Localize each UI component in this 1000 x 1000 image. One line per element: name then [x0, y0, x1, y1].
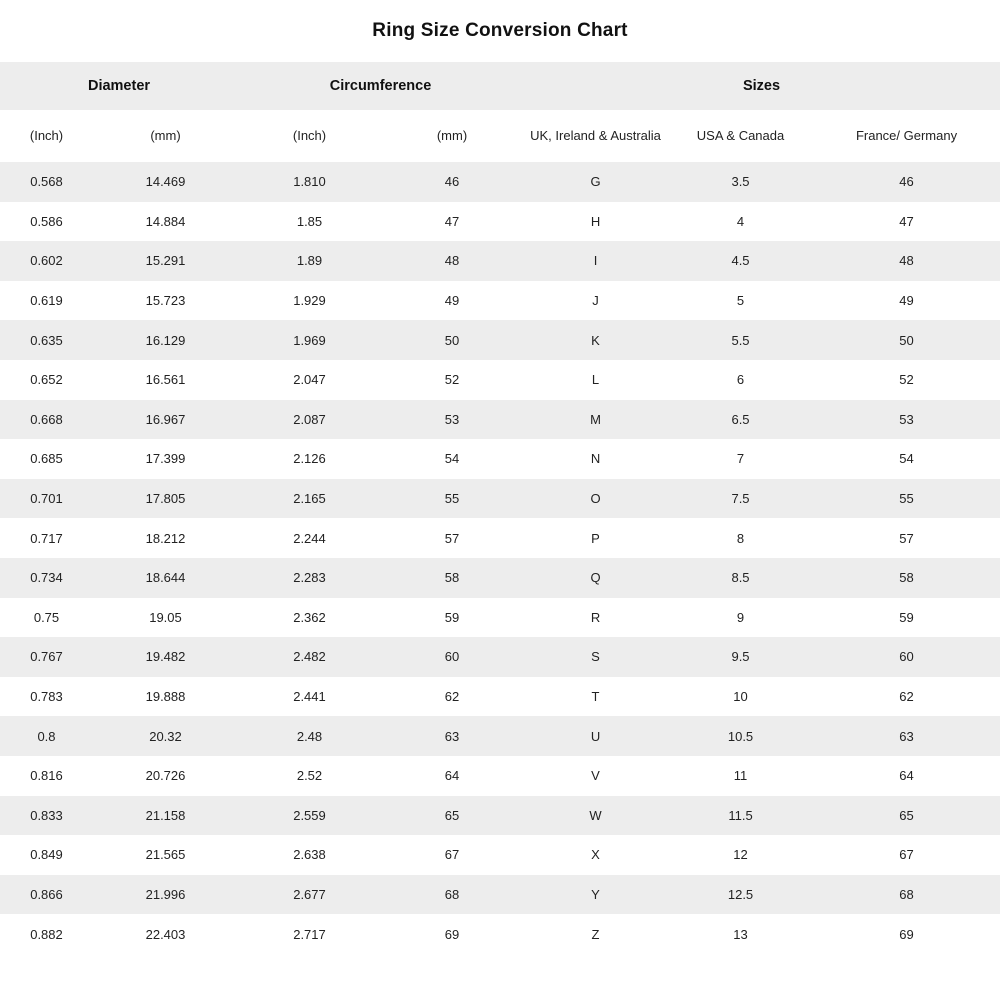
table-cell: 2.677	[238, 875, 381, 915]
table-cell: 57	[381, 518, 523, 558]
table-cell: K	[523, 320, 668, 360]
table-cell: 69	[381, 914, 523, 954]
table-cell: 18.212	[93, 518, 238, 558]
table-cell: 19.482	[93, 637, 238, 677]
table-cell: 47	[813, 202, 1000, 242]
table-cell: 2.165	[238, 479, 381, 519]
table-cell: 69	[813, 914, 1000, 954]
table-cell: 2.283	[238, 558, 381, 598]
table-cell: 65	[381, 796, 523, 836]
table-cell: V	[523, 756, 668, 796]
table-cell: 62	[813, 677, 1000, 717]
table-cell: 1.85	[238, 202, 381, 242]
table-cell: L	[523, 360, 668, 400]
table-cell: 60	[381, 637, 523, 677]
table-cell: 49	[813, 281, 1000, 321]
table-cell: 9.5	[668, 637, 813, 677]
table-cell: 0.701	[0, 479, 93, 519]
table-row	[0, 241, 1000, 281]
table-cell: 14.469	[93, 162, 238, 202]
sub-header-france-germany: France/ Germany	[813, 110, 1000, 162]
table-cell: 17.805	[93, 479, 238, 519]
group-header-circumference: Circumference	[238, 62, 523, 110]
table-cell: 8	[668, 518, 813, 558]
table-cell: 64	[381, 756, 523, 796]
table-cell: G	[523, 162, 668, 202]
table-cell: 20.32	[93, 716, 238, 756]
table-cell: W	[523, 796, 668, 836]
table-cell: 10.5	[668, 716, 813, 756]
table-row	[0, 756, 1000, 796]
table-cell: X	[523, 835, 668, 875]
table-cell: 2.717	[238, 914, 381, 954]
table-row	[0, 320, 1000, 360]
table-cell: 49	[381, 281, 523, 321]
table-row	[0, 598, 1000, 638]
table-cell: 20.726	[93, 756, 238, 796]
table-cell: 0.75	[0, 598, 93, 638]
table-cell: 2.047	[238, 360, 381, 400]
table-cell: 48	[381, 241, 523, 281]
table-cell: Q	[523, 558, 668, 598]
table-cell: 12	[668, 835, 813, 875]
table-cell: I	[523, 241, 668, 281]
sub-header-usa-canada: USA & Canada	[668, 110, 813, 162]
table-cell: 63	[813, 716, 1000, 756]
table-row	[0, 875, 1000, 915]
table-cell: 4	[668, 202, 813, 242]
table-cell: 13	[668, 914, 813, 954]
sub-header-diameter-inch: (Inch)	[0, 110, 93, 162]
table-cell: N	[523, 439, 668, 479]
table-cell: 59	[381, 598, 523, 638]
table-cell: 2.52	[238, 756, 381, 796]
table-cell: U	[523, 716, 668, 756]
table-cell: 53	[381, 400, 523, 440]
table-cell: 50	[381, 320, 523, 360]
table-cell: 2.559	[238, 796, 381, 836]
table-cell: 11.5	[668, 796, 813, 836]
table-cell: 14.884	[93, 202, 238, 242]
table-cell: 0.849	[0, 835, 93, 875]
table-cell: 11	[668, 756, 813, 796]
table-row	[0, 796, 1000, 836]
table-cell: 58	[813, 558, 1000, 598]
table-cell: 1.969	[238, 320, 381, 360]
table-cell: 21.565	[93, 835, 238, 875]
table-cell: 0.568	[0, 162, 93, 202]
table-cell: 58	[381, 558, 523, 598]
ring-size-conversion-table	[0, 62, 1000, 954]
table-cell: 3.5	[668, 162, 813, 202]
group-header-row	[0, 62, 1000, 110]
table-cell: 5.5	[668, 320, 813, 360]
table-cell: 67	[381, 835, 523, 875]
table-cell: 0.685	[0, 439, 93, 479]
table-cell: 48	[813, 241, 1000, 281]
table-cell: O	[523, 479, 668, 519]
table-cell: 19.05	[93, 598, 238, 638]
sub-header-uk-ireland-australia: UK, Ireland & Australia	[523, 110, 668, 162]
table-cell: 0.652	[0, 360, 93, 400]
table-cell: M	[523, 400, 668, 440]
table-row	[0, 518, 1000, 558]
table-cell: 0.586	[0, 202, 93, 242]
table-cell: 4.5	[668, 241, 813, 281]
table-cell: 7	[668, 439, 813, 479]
table-cell: 2.441	[238, 677, 381, 717]
table-cell: 9	[668, 598, 813, 638]
table-cell: 65	[813, 796, 1000, 836]
table-cell: 54	[813, 439, 1000, 479]
table-cell: 55	[813, 479, 1000, 519]
table-row	[0, 162, 1000, 202]
table-cell: 7.5	[668, 479, 813, 519]
table-cell: P	[523, 518, 668, 558]
table-cell: 0.816	[0, 756, 93, 796]
table-cell: 0.635	[0, 320, 93, 360]
table-cell: 16.129	[93, 320, 238, 360]
table-cell: 8.5	[668, 558, 813, 598]
table-cell: 0.833	[0, 796, 93, 836]
sub-header-row	[0, 110, 1000, 162]
table-body	[0, 162, 1000, 954]
table-cell: 47	[381, 202, 523, 242]
table-cell: 46	[813, 162, 1000, 202]
table-row	[0, 677, 1000, 717]
table-cell: 52	[381, 360, 523, 400]
table-row	[0, 558, 1000, 598]
table-cell: 63	[381, 716, 523, 756]
sub-header-circumference-mm: (mm)	[381, 110, 523, 162]
table-cell: 0.783	[0, 677, 93, 717]
table-cell: 67	[813, 835, 1000, 875]
table-row	[0, 281, 1000, 321]
table-cell: 19.888	[93, 677, 238, 717]
table-cell: 2.126	[238, 439, 381, 479]
table-cell: 64	[813, 756, 1000, 796]
table-cell: 16.561	[93, 360, 238, 400]
table-cell: 68	[381, 875, 523, 915]
table-cell: 0.866	[0, 875, 93, 915]
table-head	[0, 62, 1000, 162]
page-title: Ring Size Conversion Chart	[372, 20, 628, 41]
table-cell: 0.8	[0, 716, 93, 756]
table-cell: 5	[668, 281, 813, 321]
table-cell: 0.734	[0, 558, 93, 598]
table-cell: 22.403	[93, 914, 238, 954]
table-cell: 0.767	[0, 637, 93, 677]
table-cell: R	[523, 598, 668, 638]
table-row	[0, 202, 1000, 242]
table-cell: 52	[813, 360, 1000, 400]
table-cell: 18.644	[93, 558, 238, 598]
table-cell: 1.89	[238, 241, 381, 281]
table-cell: 2.482	[238, 637, 381, 677]
table-cell: 53	[813, 400, 1000, 440]
table-cell: 2.087	[238, 400, 381, 440]
table-cell: 12.5	[668, 875, 813, 915]
table-row	[0, 360, 1000, 400]
group-header-diameter: Diameter	[0, 62, 238, 110]
table-cell: 0.619	[0, 281, 93, 321]
table-cell: 2.362	[238, 598, 381, 638]
table-cell: 2.48	[238, 716, 381, 756]
table-cell: 57	[813, 518, 1000, 558]
table-row	[0, 637, 1000, 677]
table-cell: T	[523, 677, 668, 717]
table-cell: 10	[668, 677, 813, 717]
table-cell: 15.723	[93, 281, 238, 321]
table-cell: 1.810	[238, 162, 381, 202]
table-cell: 6	[668, 360, 813, 400]
table-cell: H	[523, 202, 668, 242]
table-cell: J	[523, 281, 668, 321]
table-cell: 17.399	[93, 439, 238, 479]
table-cell: 2.638	[238, 835, 381, 875]
table-cell: 2.244	[238, 518, 381, 558]
table-cell: 68	[813, 875, 1000, 915]
table-cell: 0.717	[0, 518, 93, 558]
table-cell: 55	[381, 479, 523, 519]
table-row	[0, 439, 1000, 479]
group-header-sizes: Sizes	[523, 62, 1000, 110]
table-cell: 54	[381, 439, 523, 479]
table-cell: 0.882	[0, 914, 93, 954]
table-cell: Y	[523, 875, 668, 915]
table-cell: 21.996	[93, 875, 238, 915]
table-cell: 16.967	[93, 400, 238, 440]
table-row	[0, 914, 1000, 954]
table-row	[0, 716, 1000, 756]
table-cell: 60	[813, 637, 1000, 677]
sub-header-diameter-mm: (mm)	[93, 110, 238, 162]
table-cell: Z	[523, 914, 668, 954]
table-cell: 1.929	[238, 281, 381, 321]
table-cell: S	[523, 637, 668, 677]
table-cell: 15.291	[93, 241, 238, 281]
table-cell: 62	[381, 677, 523, 717]
table-row	[0, 400, 1000, 440]
table-cell: 0.668	[0, 400, 93, 440]
table-row	[0, 835, 1000, 875]
table-cell: 59	[813, 598, 1000, 638]
table-cell: 46	[381, 162, 523, 202]
table-cell: 50	[813, 320, 1000, 360]
table-cell: 0.602	[0, 241, 93, 281]
table-row	[0, 479, 1000, 519]
table-cell: 6.5	[668, 400, 813, 440]
sub-header-circumference-inch: (Inch)	[238, 110, 381, 162]
table-cell: 21.158	[93, 796, 238, 836]
